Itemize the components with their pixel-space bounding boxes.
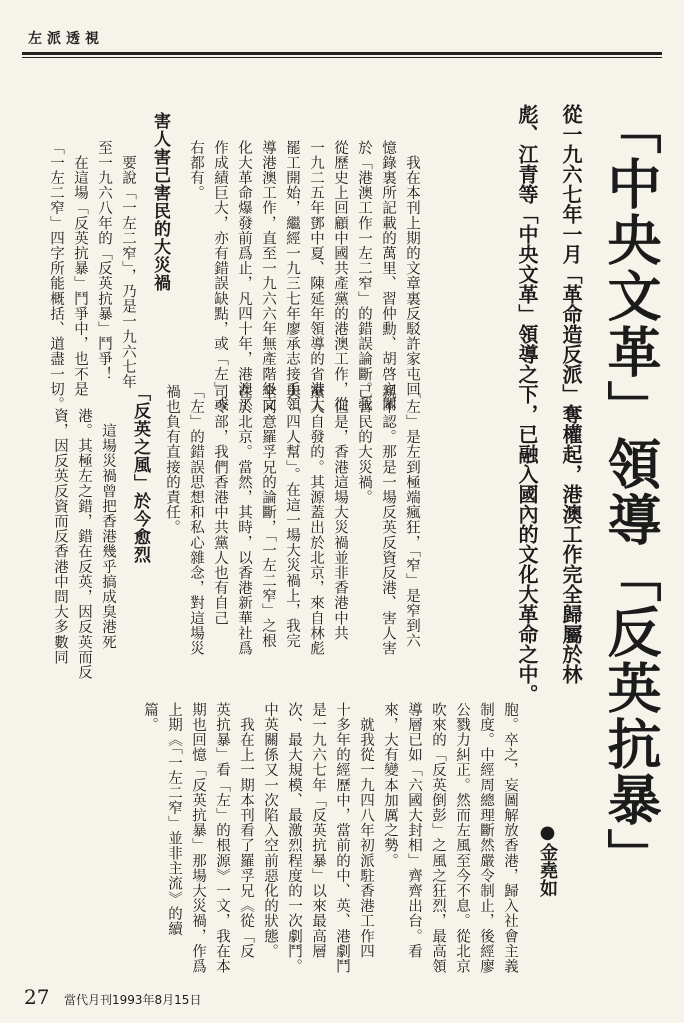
body-line: 右都有。 — [188, 140, 204, 201]
body-line: 從歷史上回顧中國共產黨的港澳工作，從 — [332, 140, 348, 412]
body-line: 憶錄裏所記載的萬里、習仲勳、胡啓立關 — [380, 140, 396, 412]
body-line: 十多年的經歷中，當前的中、英、港劇鬥 — [334, 702, 350, 974]
body-line: 與「四人幫」。在這一場大災禍上，我完 — [284, 384, 300, 649]
body-line: 在這場「反英抗暴」鬥爭中，也不是 — [72, 140, 88, 397]
body-line: 是一九六七年「反英抗暴」以來最高層 — [310, 702, 326, 959]
header-rule — [22, 52, 662, 55]
body-line: 胞。卒之，妄圖解放香港，歸入社會主義 — [502, 702, 518, 974]
body-line: 司令部，我們香港中共黨人也有自己 — [212, 384, 228, 626]
body-line: 導層已如「六國大封相」齊齊出台。看 — [406, 702, 422, 959]
author-byline: ●金堯如 — [537, 822, 558, 897]
body-line: 制度。中經周總理斷然嚴令制止，後經廖 — [478, 702, 494, 974]
body-line: 作成績巨大，亦有錯誤缺點，或「左」或 — [212, 140, 228, 412]
body-line: 全同意羅孚兄的論斷，「一左二窄」之根 — [260, 384, 276, 649]
body-line: 這場災禍曾把香港幾乎搞成臭港死 — [100, 408, 116, 650]
body-line: 黨人自發的。其源蓋出於北京，來自林彪 — [308, 384, 324, 656]
body-line: 化大革命爆發前爲止，凡四十年，港澳工 — [236, 140, 252, 412]
body-line: 導港澳工作，直至一九六六年無產階級文 — [260, 140, 276, 412]
header-rule-thin — [22, 57, 662, 58]
body-line: 「左」是左到極端瘋狂，「窄」是窄到六 — [404, 384, 420, 649]
body-line: 我在本刊上期的文章裏反駁許家屯回 — [404, 140, 420, 397]
body-line: 就我從一九四八年初派駐香港工作四 — [358, 702, 374, 959]
section-heading: 害人害己害民的大災禍 — [150, 112, 170, 292]
body-line: 中英關係又一次陷入空前惡化的狀態。 — [262, 702, 278, 959]
page-number: 27 — [24, 985, 50, 1009]
body-line: 罷工開始，繼經一九三七年廖承志接手領 — [284, 140, 300, 412]
body-line: 英抗暴」看「左」的根源》一文，我在本 — [214, 702, 230, 974]
subtitle-line: 從一九六七年一月「革命造反派」奪權起，港澳工作完全歸屬於林 — [559, 104, 583, 684]
body-line: 要說「一左二窄」，乃是一九六七年 — [120, 140, 136, 390]
body-line: 公戮力糾正。然而左風至今不息。從北京 — [454, 702, 470, 974]
body-line: 期也回憶「反英抗暴」那場大災禍，作爲 — [190, 702, 206, 974]
body-line: 吹來的「反英倒彭」之風之狂烈，最高領 — [430, 702, 446, 974]
body-line: 資，因反英反資而反香港中問大多數同 — [52, 408, 68, 665]
section-label: 左派透視 — [28, 31, 104, 47]
body-line: 篇。 — [142, 702, 158, 733]
body-line: 「一左二窄」四字所能概括、道盡一切。 — [48, 140, 64, 412]
body-line: 至一九六八年的「反英抗暴」鬥爭！ — [96, 140, 112, 382]
body-line: 來，大有變本加厲之勢。 — [382, 702, 398, 869]
body-line: 一九二五年鄧中夏、陳延年領導的省港大 — [308, 140, 324, 412]
section-heading: 「反英之風」於今愈烈 — [130, 384, 150, 564]
body-line: 「左」的錯誤思想和私心雜念，對這場災 — [188, 384, 204, 656]
body-line: 上期《「一左二窄」並非主流》的續 — [166, 702, 182, 937]
body-line: 於「港澳工作一左二窄」的錯誤論斷。我 — [356, 140, 372, 412]
subtitle-line: 彪、江青等「中央文革」領導之下，已融入國內的文化大革命之中。 — [515, 104, 539, 704]
body-line: 次、最大規模、最激烈程度的一次劇鬥。 — [286, 702, 302, 974]
body-line: 禍也負有直接的責任。 — [164, 384, 180, 535]
body-line: 但是，香港這場大災禍並非香港中共 — [332, 384, 348, 641]
body-line: 親不認。那是一場反英反資反港、害人害 — [380, 384, 396, 656]
body-line: 己害民的大災禍。 — [356, 384, 372, 505]
body-line: 港。其極左之錯，錯在反英，因反英而反 — [76, 408, 92, 680]
body-line: 在於北京。當然，其時，以香港新華社爲 — [236, 384, 252, 656]
body-line: 我在上一期本刊看了羅孚兄《從「反 — [238, 702, 254, 959]
publication-info: 當代月刊1993年8月15日 — [64, 993, 202, 1007]
article-title: 「中央文革」領導「反英抗暴」 — [599, 100, 662, 884]
